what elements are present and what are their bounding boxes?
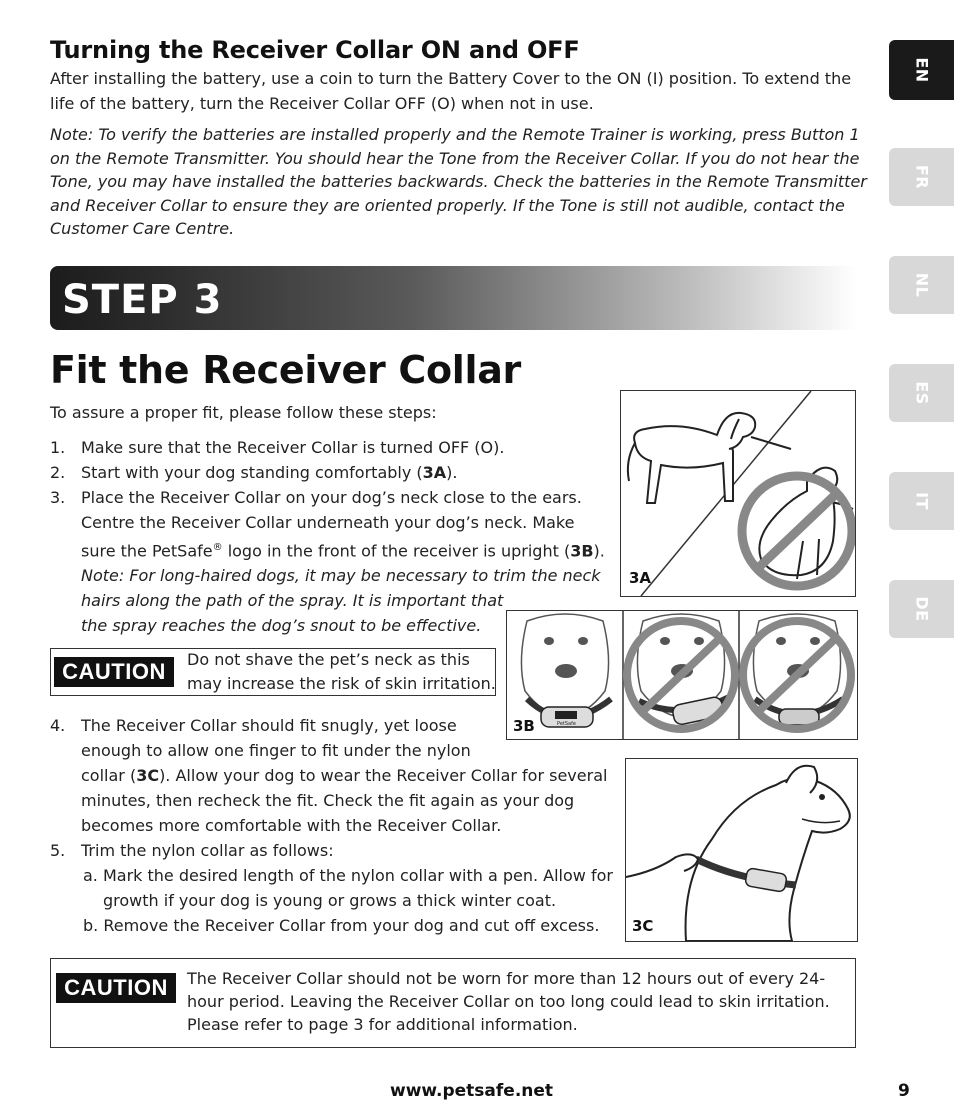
collar-placement-illustration bbox=[507, 611, 857, 739]
section-heading-on-off: Turning the Receiver Collar ON and OFF bbox=[50, 36, 580, 64]
caution-label: CAUTION bbox=[56, 973, 176, 1003]
figure-label-3b: 3B bbox=[513, 717, 535, 735]
list-item: 5. Trim the nylon collar as follows: a. Mark the desired length of the nylon collar with a pen. Allow for growth if your dog is young or grows a thick winter coat. b. Remove the Receiver Collar from your dog and cut off excess. bbox=[50, 841, 613, 935]
para-line: After installing the battery, use a coin to turn the Battery Cover to the ON (I) position. To extend the bbox=[50, 69, 852, 88]
tab-it[interactable]: IT bbox=[889, 472, 954, 530]
step-label: STEP 3 bbox=[62, 277, 223, 323]
list-item: 1. Make sure that the Receiver Collar is turned OFF (O). bbox=[50, 438, 505, 457]
footer-url[interactable]: www.petsafe.net bbox=[390, 1081, 554, 1101]
note-line: and Receiver Collar to ensure they are oriented properly. If the Tone is still not audible, contact the bbox=[50, 195, 845, 215]
intro-text: To assure a proper fit, please follow these steps: bbox=[50, 403, 437, 422]
section-paragraph bbox=[50, 66, 870, 116]
figure-3c bbox=[625, 758, 858, 942]
figure-label-3a: 3A bbox=[629, 569, 652, 587]
figure-label-3c: 3C bbox=[632, 917, 654, 935]
note-line: Tone, you may have installed the batteries backwards. Check the batteries in the Remote Transmitter bbox=[50, 172, 867, 192]
steps-list-top bbox=[50, 435, 610, 638]
figure-3b bbox=[506, 610, 858, 740]
para-line: life of the battery, turn the Receiver Collar OFF (O) when not in use. bbox=[50, 94, 594, 113]
list-item: 2. Start with your dog standing comfortably (3A). bbox=[50, 463, 458, 482]
note-line: Customer Care Centre. bbox=[50, 219, 235, 239]
note-line: Note: To verify the batteries are installed properly and the Remote Trainer is working, press Button 1 bbox=[50, 125, 860, 144]
tab-es[interactable]: ES bbox=[889, 364, 954, 422]
caution-text: Do not shave the pet’s neck as this may increase the risk of skin irritation. bbox=[187, 650, 496, 693]
page-number: 9 bbox=[898, 1081, 910, 1101]
collar-fit-finger-illustration bbox=[626, 759, 857, 941]
brand-mark: PetSafe bbox=[557, 721, 576, 727]
note-line: on the Remote Transmitter. You should hear the Tone from the Receiver Collar. If you do not hear the bbox=[50, 148, 860, 168]
list-item: 3. Place the Receiver Collar on your dog’s neck close to the ears. Centre the Receiver Collar underneath your dog’s neck. Make sure the PetSafe® logo in the front of the receiver is upright (3B). Note: For long-haired dogs, it may be necessary to trim the neck hairs along the path of the spray. It is important that the spray reaches the dog’s snout to be effective. bbox=[50, 488, 605, 636]
caution-label: CAUTION bbox=[54, 657, 174, 687]
figure-3a bbox=[620, 390, 856, 597]
tab-de[interactable]: DE bbox=[889, 580, 954, 638]
dog-standing-sitting-illustration bbox=[621, 391, 855, 596]
battery-note bbox=[50, 123, 880, 241]
tab-en[interactable]: EN bbox=[889, 40, 954, 100]
caution-text: The Receiver Collar should not be worn for more than 12 hours out of every 24- hour period. Leaving the Receiver Collar on too long could lead to skin irritation. Please refer to page 3 for additional information. bbox=[187, 969, 830, 1034]
tab-fr[interactable]: FR bbox=[889, 148, 954, 206]
list-item: 4. The Receiver Collar should fit snugly, yet loose enough to allow one finger to fit under the nylon collar (3C). Allow your dog to wear the Receiver Collar for several minutes, then recheck the fit. Check the fit again as your dog becomes more comfortable with the Receiver Collar. bbox=[50, 716, 608, 835]
steps-list-bottom bbox=[50, 713, 630, 938]
page-title: Fit the Receiver Collar bbox=[50, 348, 521, 392]
tab-nl[interactable]: NL bbox=[889, 256, 954, 314]
